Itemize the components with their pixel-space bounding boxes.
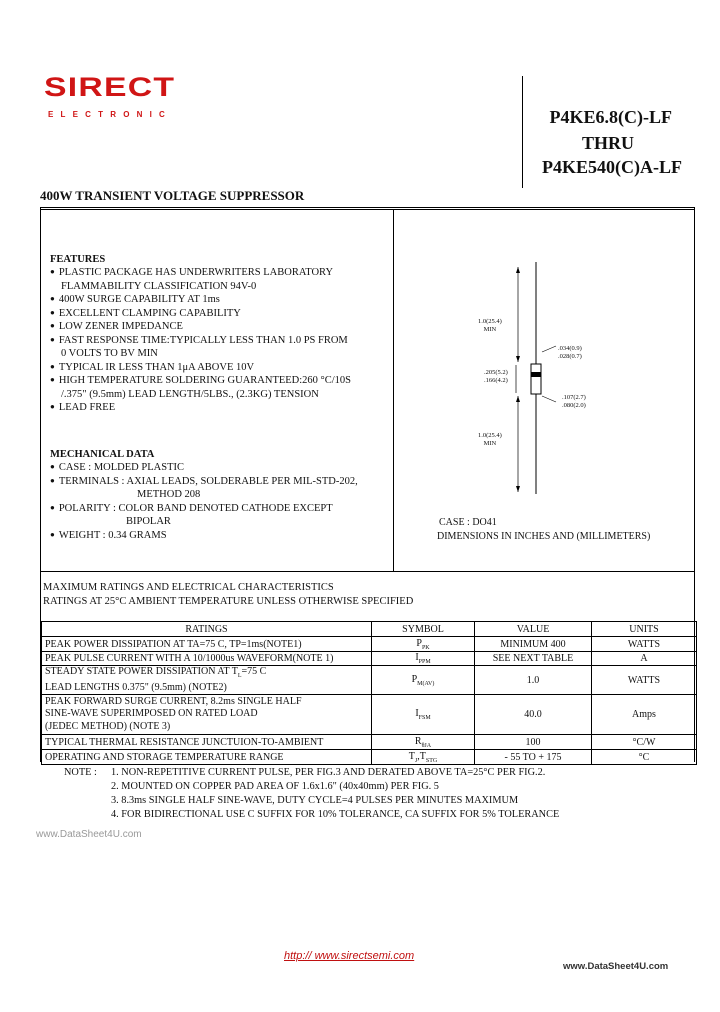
symbol: R (414, 735, 422, 747)
rating-line-2: LEAD LENGTHS 0.375" (9.5mm) (NOTE2) (45, 682, 227, 693)
website-link[interactable]: http:// www.sirectsemi.com (284, 950, 415, 962)
symbol: P (416, 637, 422, 649)
mechanical-list (50, 461, 358, 542)
dim-dia-max: .034(0.9) (558, 345, 582, 352)
dim-lead-bottom-min: MIN (483, 440, 497, 447)
rating-sub: L (237, 673, 242, 679)
dim-lead-top (478, 318, 502, 334)
note-item: 3. 8.3ms SINGLE HALF SINE-WAVE, DUTY CYCLE=4 PULSES PER MINUTES MAXIMUM (111, 795, 519, 806)
dim-body-max: .205(5.2) (484, 369, 508, 376)
col-symbol: SYMBOL (372, 622, 475, 637)
unit-cell: Amps (592, 695, 697, 735)
frame-mid (40, 571, 694, 572)
mech-item-cont: METHOD 208 (137, 489, 201, 500)
table-row (42, 750, 697, 765)
note-item: 1. NON-REPETITIVE CURRENT PULSE, PER FIG.3 AND DERATED ABOVE TA=25°C PER FIG.2. (111, 767, 546, 778)
table-row (42, 637, 697, 652)
dim-dia-min: .028(0.7) (558, 353, 582, 360)
value-cell: 1.0 (475, 666, 592, 695)
symbol-sub: J (414, 757, 418, 764)
part-number-start: P4KE6.8(C)-LF (549, 107, 672, 127)
ratings-table (41, 621, 697, 765)
unit-cell: WATTS (592, 637, 697, 652)
col-ratings: RATINGS (42, 622, 372, 637)
value-cell: MINIMUM 400 (475, 637, 592, 652)
rating-cell: OPERATING AND STORAGE TEMPERATURE RANGE (42, 750, 372, 765)
symbol-cell (372, 735, 475, 750)
dim-body-length (484, 369, 508, 385)
symbol-cell (372, 637, 475, 652)
table-row (42, 735, 697, 750)
rating-line-3: (JEDEC METHOD) (NOTE 3) (45, 720, 171, 732)
dim-lead-top-min: MIN (483, 326, 497, 333)
feature-item-cont: 0 VOLTS TO BV MIN (61, 348, 158, 359)
symbol-sub: M(AV) (417, 680, 435, 687)
features-list (50, 266, 351, 415)
mech-item-cont: BIPOLAR (126, 516, 171, 527)
watermark-left: www.DataSheet4U.com (36, 829, 142, 840)
unit-cell: °C/W (592, 735, 697, 750)
part-thru: THRU (581, 133, 634, 153)
rating-line-2: SINE-WAVE SUPERIMPOSED ON RATED LOAD (45, 708, 258, 720)
table-row (42, 666, 697, 695)
symbol-sub: PPM (418, 659, 431, 665)
note-item: 4. FOR BIDIRECTIONAL USE C SUFFIX FOR 10% TOLERANCE, CA SUFFIX FOR 5% TOLERANCE (111, 809, 560, 820)
mech-item: ● POLARITY : COLOR BAND DENOTED CATHODE EXCEPT (50, 502, 358, 516)
brand-subtitle: ELECTRONIC (48, 110, 172, 119)
mech-item: ● CASE : MOLDED PLASTIC (50, 461, 358, 475)
value-cell: SEE NEXT TABLE (475, 652, 592, 666)
feature-item: ● EXCELLENT CLAMPING CAPABILITY (50, 307, 351, 321)
dim-lead-diameter (558, 345, 582, 361)
note-item: 2. MOUNTED ON COPPER PAD AREA OF 1.6x1.6" (40x40mm) PER FIG. 5 (111, 781, 439, 792)
frame-top-2 (40, 209, 694, 210)
symbol: I (415, 708, 419, 719)
symbol-sub: FSM (418, 715, 431, 721)
dim-body-min: .166(4.2) (484, 377, 508, 384)
part-number-end: P4KE540(C)A-LF (542, 157, 682, 177)
unit-cell: A (592, 652, 697, 666)
rating-line-b: =75 C (241, 666, 267, 677)
table-row (42, 695, 697, 735)
unit-cell: WATTS (592, 666, 697, 695)
symbol-cell (372, 695, 475, 735)
feature-item: ● 400W SURGE CAPABILITY AT 1ms (50, 293, 351, 307)
symbol-cell (372, 750, 475, 765)
rating-line: PEAK FORWARD SURGE CURRENT, 8.2ms SINGLE HALF (45, 695, 302, 707)
rating-cell (42, 666, 372, 695)
table-row (42, 652, 697, 666)
watermark-right: www.DataSheet4U.com (563, 961, 669, 972)
symbol-cell (372, 652, 475, 666)
ratings-heading: MAXIMUM RATINGS AND ELECTRICAL CHARACTERISTICS (43, 582, 334, 593)
rating-cell: TYPICAL THERMAL RESISTANCE JUNCTUION-TO-AMBIENT (42, 735, 372, 750)
mechanical-heading: MECHANICAL DATA (50, 449, 155, 460)
brand-logo: SIRECT (44, 72, 176, 102)
dim-lead-bottom-value: 1.0(25.4) (478, 432, 502, 439)
rating-cell: PEAK POWER DISSIPATION AT TA=75 C, TP=1ms(NOTE1) (42, 637, 372, 652)
unit-cell: °C (592, 750, 697, 765)
value-cell: - 55 TO + 175 (475, 750, 592, 765)
dim-lead-top-value: 1.0(25.4) (478, 318, 502, 325)
value-cell: 40.0 (475, 695, 592, 735)
col-value: VALUE (475, 622, 592, 637)
feature-item: ● LOW ZENER IMPEDANCE (50, 320, 351, 334)
symbol: T (408, 750, 415, 762)
rating-cell: PEAK PULSE CURRENT WITH A 10/1000us WAVEFORM(NOTE 1) (42, 652, 372, 666)
feature-item: ● LEAD FREE (50, 401, 351, 415)
feature-item: ● HIGH TEMPERATURE SOLDERING GUARANTEED:260 °C/10S (50, 374, 351, 388)
rating-line: STEADY STATE POWER DISSIPATION AT T (45, 666, 238, 677)
feature-item: ● PLASTIC PACKAGE HAS UNDERWRITERS LABORATORY (50, 266, 351, 280)
case-label: CASE : DO41 (439, 517, 497, 528)
notes-label: NOTE : (64, 767, 97, 778)
symbol-cell (372, 666, 475, 695)
ratings-subheading: RATINGS AT 25°C AMBIENT TEMPERATURE UNLESS OTHERWISE SPECIFIED (43, 596, 414, 607)
page-title: 400W TRANSIENT VOLTAGE SUPPRESSOR (40, 188, 305, 203)
dim-width-min: .080(2.0) (562, 402, 586, 409)
dimensions-note: DIMENSIONS IN INCHES AND (MILLIMETERS) (437, 531, 651, 542)
frame-middle (393, 209, 394, 571)
table-header-row (42, 622, 697, 637)
mech-item: ● WEIGHT : 0.34 GRAMS (50, 529, 358, 543)
value-cell: 100 (475, 735, 592, 750)
feature-item-cont: FLAMMABILITY CLASSIFICATION 94V-0 (61, 280, 257, 292)
notes-list (111, 766, 559, 822)
features-heading: FEATURES (50, 254, 106, 265)
symbol-sub: PK (421, 644, 430, 651)
symbol-sub-2: STG (425, 757, 438, 764)
feature-item-cont: /.375" (9.5mm) LEAD LENGTH/5LBS., (2.3KG) TENSION (61, 388, 319, 400)
col-units: UNITS (592, 622, 697, 637)
symbol-2: ,T (417, 750, 426, 762)
rating-cell (42, 695, 372, 735)
dim-width-max: .107(2.7) (562, 394, 586, 401)
dim-lead-bottom (478, 432, 502, 448)
symbol: P (411, 673, 418, 685)
feature-item: ● FAST RESPONSE TIME:TYPICALLY LESS THAN 1.0 PS FROM (50, 334, 351, 348)
dim-body-width (562, 394, 586, 410)
mech-item: ● TERMINALS : AXIAL LEADS, SOLDERABLE PER MIL-STD-202, (50, 475, 358, 489)
header-divider (522, 76, 523, 188)
symbol-sub: θJA (421, 742, 432, 749)
symbol: I (415, 652, 419, 663)
feature-item: ● TYPICAL IR LESS THAN 1μA ABOVE 10V (50, 361, 351, 375)
frame-top (40, 207, 694, 208)
